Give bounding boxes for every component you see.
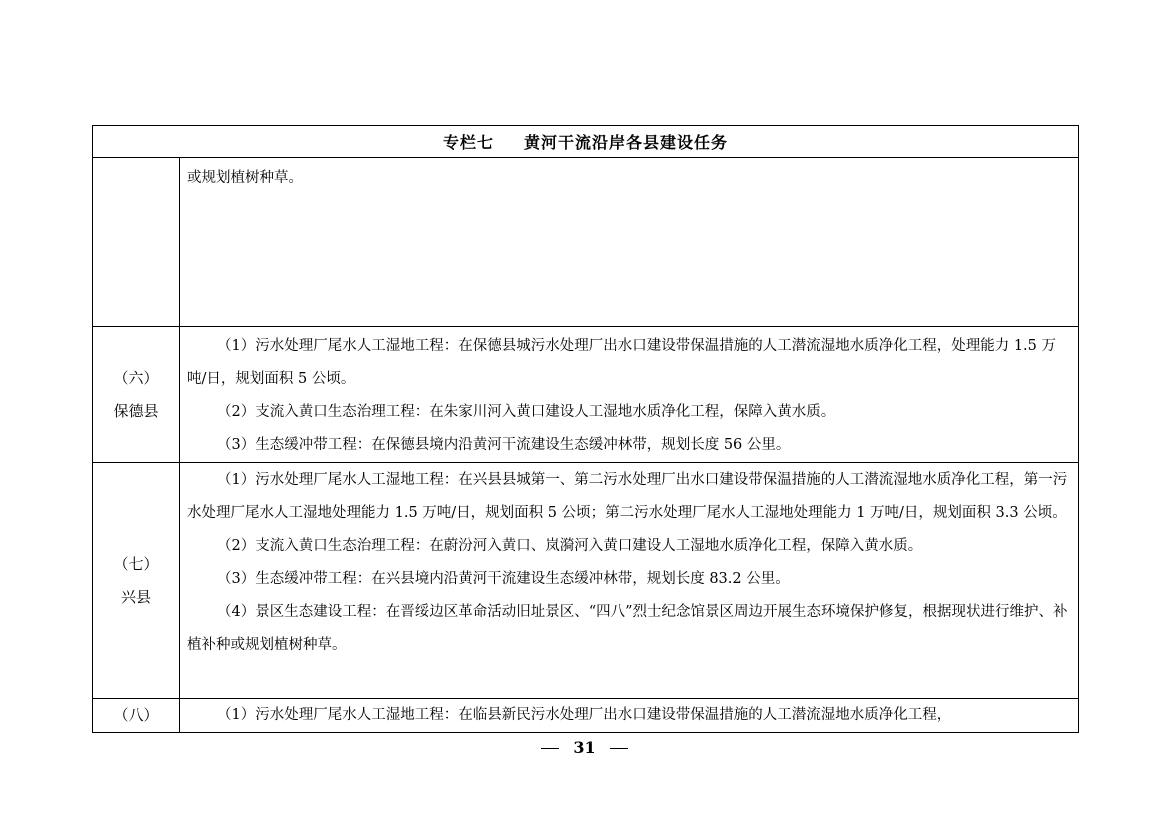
task-paragraph: （1）污水处理厂尾水人工湿地工程：在兴县县城第一、第二污水处理厂出水口建设带保温措施的人工潜流湿地水质净化工程，第一污水处理厂尾水人工湿地处理能力 1.5 万吨/日，规划面积 5 公顷；第二污水处理厂尾水人工湿地处理能力 1 万吨/日，规划面积 3.3 公顷。 [187,472,1068,521]
county-cell [93,327,180,463]
table-title-text: 黄河干流沿岸各县建设任务 [524,133,729,152]
county-name: 保德县 [113,401,159,420]
table-row [93,699,1079,733]
task-paragraph: 或规划植树种草。 [187,170,303,186]
task-content-cell [180,463,1079,699]
construction-task-table [92,125,1079,733]
page-number [0,738,1169,757]
task-paragraph: （3）生态缓冲带工程：在兴县境内沿黄河干流建设生态缓冲林带，规划长度 83.2 公里。 [217,571,790,587]
table-row [93,158,1079,327]
task-content-cell [180,699,1079,733]
task-paragraph: （4）景区生态建设工程：在晋绥边区革命活动旧址景区、“四八”烈士纪念馆景区周边开展生态环境保护修复，根据现状进行维护、补植补种或规划植树种草。 [187,604,1068,653]
task-content-cell [180,327,1079,463]
county-cell [93,699,180,733]
task-content-cell [180,158,1079,327]
page-number-value: 31 [573,738,596,757]
task-paragraph: （2）支流入黄口生态治理工程：在蔚汾河入黄口、岚漪河入黄口建设人工湿地水质净化工程，保障入黄水质。 [217,538,923,554]
table-title-row [93,126,1079,158]
task-paragraph: （1）污水处理厂尾水人工湿地工程：在保德县城污水处理厂出水口建设带保温措施的人工潜流湿地水质净化工程，处理能力 1.5 万吨/日，规划面积 5 公顷。 [187,338,1056,387]
table-row [93,327,1079,463]
table-row [93,463,1079,699]
county-cell [93,463,180,699]
county-cell [93,158,180,327]
table-title [93,126,1079,158]
county-name: 兴县 [120,587,151,606]
table-title-label: 专栏七 [442,133,494,152]
task-paragraph: （1）污水处理厂尾水人工湿地工程：在临县新民污水处理厂出水口建设带保温措施的人工潜流湿地水质净化工程， [217,707,952,723]
county-code: （六） [113,368,159,387]
task-paragraph: （2）支流入黄口生态治理工程：在朱家川河入黄口建设人工湿地水质净化工程，保障入黄水质。 [217,404,836,420]
county-code: （八） [113,706,159,724]
page-number-dash-left [541,748,559,749]
county-code: （七） [113,554,159,573]
page-number-dash-right [610,748,628,749]
task-paragraph: （3）生态缓冲带工程：在保德县境内沿黄河干流建设生态缓冲林带，规划长度 56 公里。 [217,437,791,453]
